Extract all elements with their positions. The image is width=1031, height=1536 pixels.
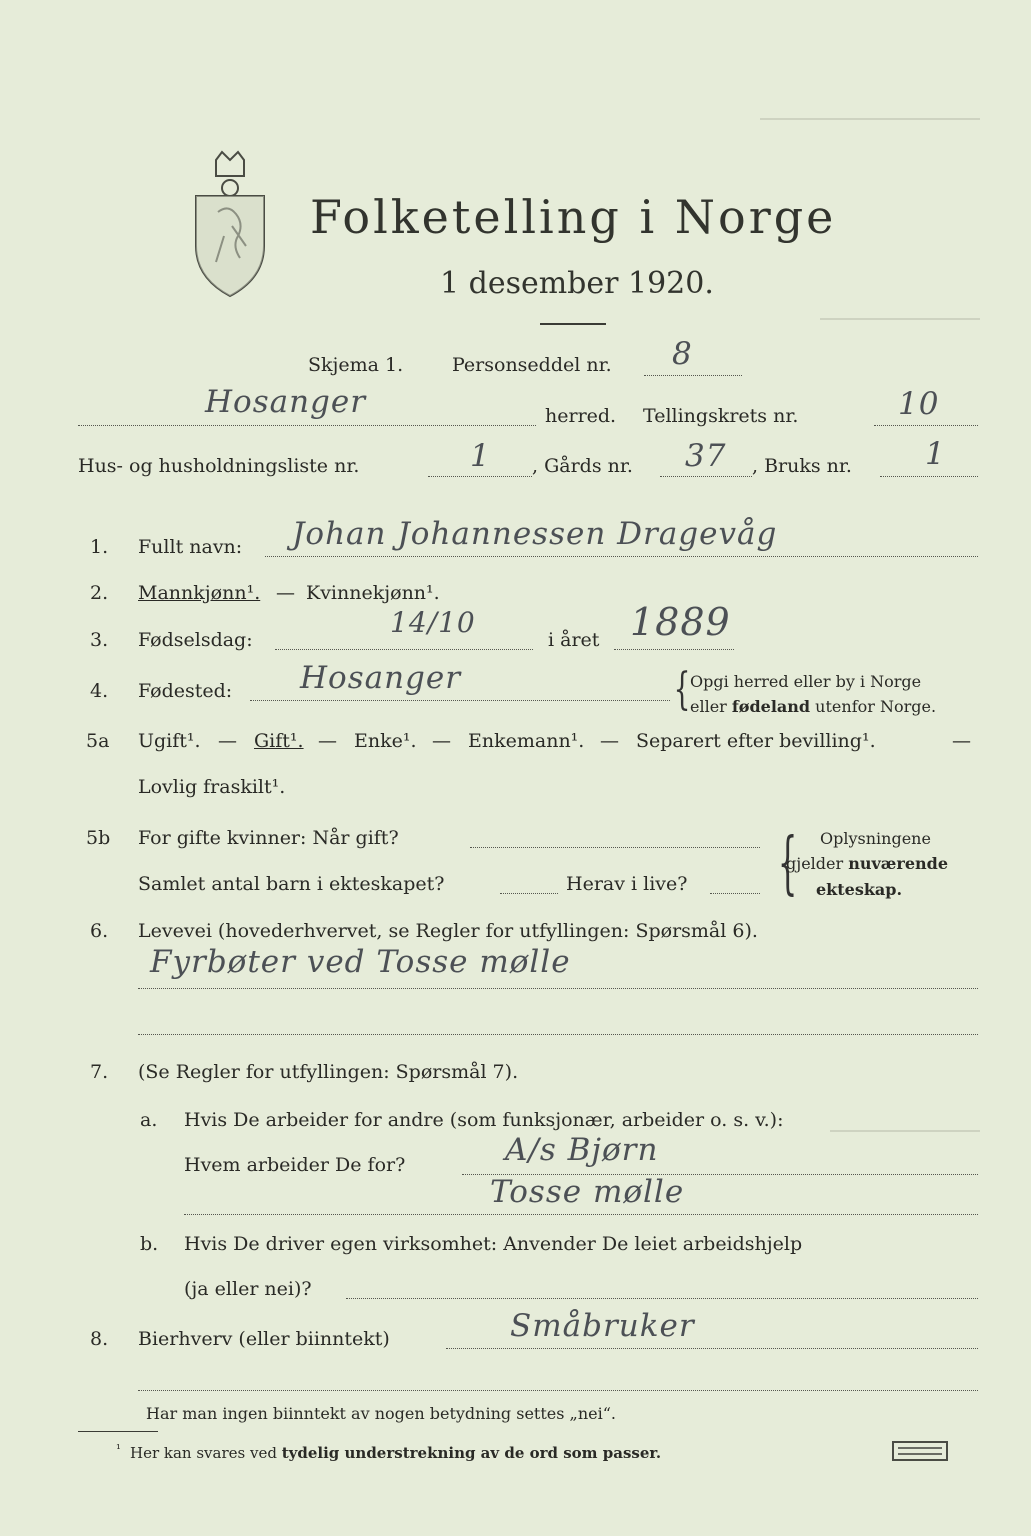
q5b-note-1: Oplysningene — [820, 829, 931, 848]
printer-stamp-icon — [892, 1441, 948, 1461]
q6-label: Levevei (hovederhvervet, se Regler for utfyllingen: Spørsmål 6). — [138, 920, 758, 942]
q5b-note-2: gjelder nuværende — [786, 854, 949, 873]
live-line — [710, 893, 760, 894]
employer-value-2: Tosse mølle — [490, 1174, 685, 1210]
q7b-label: Hvis De driver egen virksomhet: Anvender De leiet arbeidshjelp — [184, 1233, 803, 1255]
birth-year-value: 1889 — [630, 600, 731, 644]
q7b-letter: b. — [140, 1233, 159, 1255]
q7a-letter: a. — [140, 1109, 158, 1131]
bleed-through — [830, 1130, 980, 1132]
live-label: Herav i live? — [566, 873, 688, 895]
q3-year-line — [614, 649, 734, 650]
q5a-dash-2: — — [318, 730, 337, 752]
q5b-note-3: ekteskap. — [816, 880, 903, 899]
q8-line-2 — [138, 1390, 978, 1391]
q1-number: 1. — [90, 536, 109, 558]
q7a-question: Hvem arbeider De for? — [184, 1154, 406, 1176]
q7b-question: (ja eller nei)? — [184, 1278, 312, 1300]
occupation-value: Fyrbøter ved Tosse mølle — [150, 944, 571, 980]
birthday-value: 14/10 — [390, 606, 476, 639]
lovlig-option: Lovlig fraskilt¹. — [138, 776, 286, 798]
gards-line — [660, 476, 752, 477]
q5a-dash-5: — — [952, 730, 971, 752]
bleed-through — [820, 318, 980, 320]
q1-line — [265, 556, 978, 557]
footnote-mark: ¹ — [116, 1442, 121, 1456]
q2-number: 2. — [90, 582, 109, 604]
hus-line — [428, 476, 532, 477]
biinntekt-note: Har man ingen biinntekt av nogen betydning settes „nei“. — [146, 1404, 616, 1423]
employer-value-1: A/s Bjørn — [505, 1132, 659, 1168]
coat-of-arms-icon — [188, 150, 272, 300]
bruks-value: 1 — [925, 436, 946, 472]
q4-label: Fødested: — [138, 680, 233, 702]
q7a-line-2 — [184, 1214, 978, 1215]
form-title: Folketelling i Norge — [310, 190, 837, 244]
q3-day-line — [275, 649, 533, 650]
q5b-label: For gifte kvinner: Når gift? — [138, 827, 399, 849]
separert-option: Separert efter bevilling¹. — [636, 730, 876, 752]
q3-label: Fødselsdag: — [138, 629, 253, 651]
form-date: 1 desember 1920. — [440, 266, 714, 301]
schema-label: Skjema 1. — [308, 354, 404, 376]
herred-line — [78, 425, 536, 426]
q4-note-line1: Opgi herred eller by i Norge — [690, 672, 922, 691]
gards-label: , Gårds nr. — [532, 455, 633, 477]
enkemann-option: Enkemann¹. — [468, 730, 585, 752]
q5a-number: 5a — [86, 730, 110, 752]
q6-number: 6. — [90, 920, 109, 942]
q4-line — [250, 700, 670, 701]
q8-number: 8. — [90, 1328, 109, 1350]
birthplace-value: Hosanger — [300, 660, 462, 696]
q5a-dash-1: — — [218, 730, 237, 752]
bleed-through — [760, 118, 980, 120]
q5a-dash-4: — — [600, 730, 619, 752]
enke-option: Enke¹. — [354, 730, 417, 752]
year-label: i året — [548, 629, 600, 651]
personseddel-value: 8 — [672, 336, 693, 372]
full-name-value: Johan Johannessen Dragevåg — [292, 516, 778, 552]
q8-line-1 — [446, 1348, 978, 1349]
bruks-line — [880, 476, 978, 477]
q2-separator: — — [276, 582, 295, 604]
q4-note-line2: eller fødeland utenfor Norge. — [690, 697, 937, 716]
herred-value: Hosanger — [205, 384, 367, 420]
personseddel-label: Personseddel nr. — [452, 354, 612, 376]
title-divider — [540, 323, 606, 325]
gift-option: Gift¹. — [254, 730, 304, 752]
q5b-brace: { — [777, 824, 798, 903]
barn-label: Samlet antal barn i ekteskapet? — [138, 873, 445, 895]
footnote-text: Her kan svares ved tydelig understrekning av de ord som passer. — [130, 1444, 662, 1462]
q3-number: 3. — [90, 629, 109, 651]
tellingskrets-label: Tellingskrets nr. — [643, 405, 799, 427]
hus-value: 1 — [470, 438, 491, 474]
hus-label: Hus- og husholdningsliste nr. — [78, 455, 360, 477]
ugift-option: Ugift¹. — [138, 730, 201, 752]
tellingskrets-line — [874, 425, 978, 426]
q7-label: (Se Regler for utfyllingen: Spørsmål 7). — [138, 1061, 519, 1083]
gards-value: 37 — [685, 438, 727, 474]
male-option: Mannkjønn¹. — [138, 582, 261, 604]
q5b-line — [470, 847, 760, 848]
q4-brace: { — [673, 664, 691, 715]
q4-number: 4. — [90, 680, 109, 702]
secondary-occupation-value: Småbruker — [510, 1308, 695, 1344]
q1-label: Fullt navn: — [138, 536, 243, 558]
q7b-line — [346, 1298, 978, 1299]
q5a-dash-3: — — [432, 730, 451, 752]
q6-line-2 — [138, 1034, 978, 1035]
q7-number: 7. — [90, 1061, 109, 1083]
barn-line — [500, 893, 558, 894]
q8-label: Bierhverv (eller biinntekt) — [138, 1328, 390, 1350]
q7a-label: Hvis De arbeider for andre (som funksjonær, arbeider o. s. v.): — [184, 1109, 784, 1131]
tellingskrets-value: 10 — [898, 386, 940, 422]
female-option: Kvinnekjønn¹. — [306, 582, 440, 604]
herred-label: herred. — [545, 405, 617, 427]
bruks-label: , Bruks nr. — [752, 455, 852, 477]
q5b-number: 5b — [86, 827, 111, 849]
q6-line-1 — [138, 988, 978, 989]
footnote-divider — [78, 1431, 158, 1432]
personseddel-line — [644, 375, 742, 376]
